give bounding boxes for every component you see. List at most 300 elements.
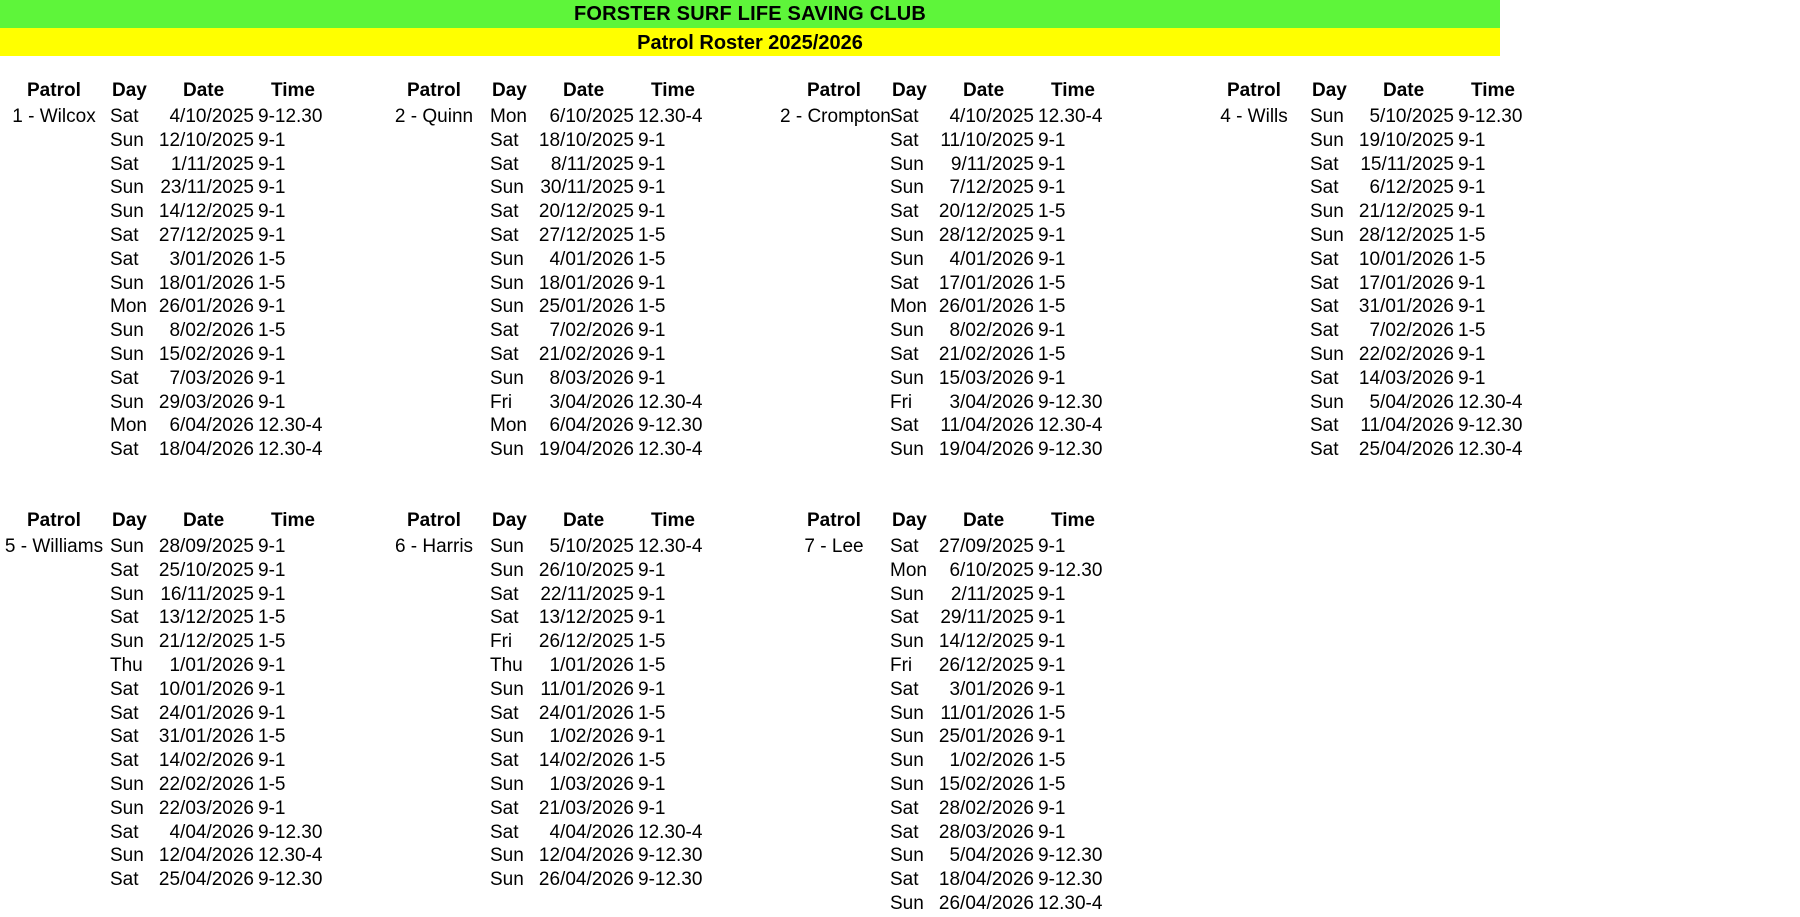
shift-day: Sat [110, 367, 139, 389]
shift-time: 9-1 [638, 607, 666, 629]
header-date: Date [183, 510, 225, 531]
shift-time: 9-1 [258, 225, 286, 246]
shift-date: 4/10/2025 [169, 106, 254, 127]
table-row [780, 560, 1380, 584]
shift-day: Sat [890, 415, 919, 437]
shift-day: Sat [490, 821, 519, 843]
shift-date: 8/02/2026 [169, 320, 254, 342]
shift-day: Mon [890, 559, 927, 581]
shift-time: 9-12.30 [1458, 106, 1523, 127]
shift-date: 7/02/2026 [1369, 320, 1454, 342]
shift-time: 9-1 [258, 177, 286, 199]
header-patrol: Patrol [807, 510, 861, 531]
shift-date: 10/01/2026 [1358, 248, 1454, 270]
shift-date: 29/11/2025 [940, 607, 1034, 629]
shift-day: Sun [890, 439, 924, 461]
shift-day: Sat [490, 583, 519, 605]
header-patrol: Patrol [407, 80, 461, 101]
table-row [1200, 177, 1800, 201]
shift-time: 9-1 [638, 559, 666, 581]
shift-date: 4/01/2026 [949, 248, 1034, 270]
table-row [780, 798, 1380, 822]
header-time: Time [271, 510, 316, 531]
shift-day: Sun [890, 774, 924, 795]
shift-time: 9-12.30 [1458, 415, 1523, 437]
header-date: Date [963, 510, 1005, 531]
shift-time: 9-1 [1038, 607, 1066, 629]
shift-time: 12.30-4 [1038, 893, 1103, 914]
shift-day: Sat [1310, 153, 1339, 175]
table-row [1200, 296, 1800, 320]
shift-date: 15/02/2026 [938, 774, 1034, 795]
shift-day: Fri [890, 655, 913, 676]
header-day: Day [1312, 80, 1347, 101]
shift-date: 26/04/2026 [538, 869, 634, 891]
shift-day: Sat [1310, 272, 1339, 294]
shift-date: 27/12/2025 [538, 225, 634, 246]
shift-time: 9-1 [1458, 272, 1486, 294]
shift-time: 9-1 [1038, 129, 1066, 151]
patrol-name: 7 - Lee [804, 536, 864, 557]
shift-day: Sun [110, 774, 144, 795]
shift-day: Sat [890, 678, 919, 700]
shift-date: 25/04/2026 [158, 869, 254, 891]
shift-time: 1-5 [258, 774, 286, 795]
shift-time: 12.30-4 [1458, 439, 1523, 461]
shift-date: 7/12/2025 [949, 177, 1034, 199]
shift-date: 22/02/2026 [158, 774, 254, 795]
club-title: FORSTER SURF LIFE SAVING CLUB [0, 0, 1500, 28]
shift-date: 26/04/2026 [938, 893, 1034, 914]
shift-time: 9-1 [258, 655, 286, 676]
shift-day: Sat [490, 153, 519, 175]
table-row [780, 726, 1380, 750]
shift-day: Mon [490, 415, 527, 437]
shift-day: Sun [110, 845, 144, 867]
shift-time: 9-1 [1038, 177, 1066, 199]
patrol-name: 2 - Quinn [394, 106, 474, 127]
header-date: Date [563, 80, 605, 101]
shift-day: Sat [890, 869, 919, 891]
shift-time: 9-1 [258, 678, 286, 700]
shift-date: 7/03/2026 [169, 367, 254, 389]
table-row [780, 703, 1380, 727]
shift-date: 11/10/2025 [940, 129, 1034, 151]
shift-time: 9-1 [1038, 320, 1066, 342]
shift-date: 12/10/2025 [158, 129, 254, 151]
shift-time: 9-1 [1458, 129, 1486, 151]
shift-date: 14/12/2025 [158, 201, 254, 223]
shift-day: Sun [890, 248, 924, 270]
shift-day: Sun [490, 248, 524, 270]
shift-date: 22/11/2025 [540, 583, 634, 605]
shift-date: 11/01/2026 [940, 702, 1034, 724]
shift-day: Sat [890, 129, 919, 151]
shift-time: 1-5 [638, 248, 666, 270]
shift-day: Sun [110, 177, 144, 199]
shift-time: 9-1 [1458, 296, 1486, 318]
shift-date: 6/04/2026 [169, 415, 254, 437]
shift-day: Sat [110, 702, 139, 724]
shift-date: 28/02/2026 [938, 797, 1034, 819]
shift-day: Fri [890, 391, 913, 413]
shift-date: 1/11/2025 [170, 153, 254, 175]
shift-date: 16/11/2025 [160, 583, 254, 605]
shift-day: Sat [890, 272, 919, 294]
header-day: Day [112, 80, 147, 101]
table-row [780, 631, 1380, 655]
shift-date: 24/01/2026 [538, 702, 634, 724]
shift-time: 12.30-4 [1038, 415, 1103, 437]
table-row [1200, 249, 1800, 273]
header-day: Day [892, 80, 927, 101]
shift-day: Sun [110, 391, 144, 413]
shift-date: 21/12/2025 [1358, 201, 1454, 223]
shift-day: Sun [890, 750, 924, 772]
shift-date: 5/10/2025 [549, 536, 634, 557]
shift-day: Sun [1310, 225, 1344, 246]
shift-date: 2/11/2025 [950, 583, 1034, 605]
shift-time: 9-1 [1458, 344, 1486, 365]
shift-day: Sat [490, 201, 519, 223]
shift-time: 1-5 [638, 750, 666, 772]
table-row [1200, 154, 1800, 178]
shift-date: 12/04/2026 [158, 845, 254, 867]
shift-time: 9-1 [1038, 678, 1066, 700]
shift-day: Sat [110, 559, 139, 581]
table-row [780, 822, 1380, 846]
shift-time: 1-5 [1038, 296, 1066, 318]
shift-date: 17/01/2026 [938, 272, 1034, 294]
shift-day: Sun [890, 320, 924, 342]
header-day: Day [492, 80, 527, 101]
shift-time: 1-5 [638, 655, 666, 676]
shift-day: Sun [890, 367, 924, 389]
table-row [780, 655, 1380, 679]
shift-day: Sat [110, 821, 139, 843]
header-patrol: Patrol [407, 510, 461, 531]
shift-time: 9-1 [258, 750, 286, 772]
shift-day: Sat [110, 153, 139, 175]
shift-day: Sat [490, 225, 519, 246]
table-row [780, 607, 1380, 631]
shift-day: Sat [490, 344, 519, 365]
shift-time: 9-1 [258, 201, 286, 223]
shift-date: 11/04/2026 [1360, 415, 1454, 437]
shift-day: Sat [110, 248, 139, 270]
shift-day: Sun [1310, 129, 1344, 151]
shift-day: Sun [1310, 201, 1344, 223]
patrol-name: 6 - Harris [394, 536, 474, 557]
shift-time: 9-1 [638, 367, 666, 389]
shift-time: 9-12.30 [638, 845, 703, 867]
shift-time: 9-1 [638, 797, 666, 819]
shift-time: 9-12.30 [1038, 391, 1103, 413]
shift-date: 27/12/2025 [158, 225, 254, 246]
shift-time: 9-1 [1458, 367, 1486, 389]
shift-day: Sat [490, 607, 519, 629]
shift-day: Sun [890, 631, 924, 653]
table-row [1200, 225, 1800, 249]
shift-date: 6/04/2026 [549, 415, 634, 437]
shift-day: Sat [890, 344, 919, 365]
table-row [1200, 320, 1800, 344]
shift-time: 1-5 [638, 296, 666, 318]
shift-time: 9-1 [1038, 248, 1066, 270]
shift-time: 1-5 [638, 225, 666, 246]
header-time: Time [1051, 80, 1096, 101]
shift-day: Sun [490, 367, 524, 389]
shift-date: 8/03/2026 [549, 367, 634, 389]
shift-day: Mon [490, 106, 527, 127]
shift-date: 15/03/2026 [938, 367, 1034, 389]
shift-time: 1-5 [638, 702, 666, 724]
shift-date: 26/10/2025 [538, 559, 634, 581]
shift-time: 9-1 [1038, 153, 1066, 175]
shift-time: 12.30-4 [638, 439, 703, 461]
shift-day: Sun [490, 536, 524, 557]
shift-time: 9-1 [258, 536, 286, 557]
shift-time: 9-1 [258, 797, 286, 819]
shift-date: 26/01/2026 [938, 296, 1034, 318]
header-patrol: Patrol [27, 510, 81, 531]
shift-day: Sat [110, 106, 139, 127]
shift-day: Sun [110, 201, 144, 223]
shift-day: Sun [490, 296, 524, 318]
shift-date: 3/01/2026 [169, 248, 254, 270]
shift-date: 11/01/2026 [540, 678, 634, 700]
shift-date: 7/02/2026 [549, 320, 634, 342]
shift-time: 9-1 [1038, 583, 1066, 605]
shift-date: 22/03/2026 [158, 797, 254, 819]
shift-date: 19/10/2025 [1358, 129, 1454, 151]
shift-day: Sat [490, 320, 519, 342]
shift-day: Sun [490, 177, 524, 199]
shift-time: 1-5 [258, 726, 286, 748]
shift-day: Sat [1310, 367, 1339, 389]
header-date: Date [563, 510, 605, 531]
shift-date: 8/11/2025 [550, 153, 634, 175]
table-row [780, 869, 1380, 893]
shift-date: 28/12/2025 [938, 225, 1034, 246]
shift-time: 1-5 [1038, 774, 1066, 795]
table-row [1200, 201, 1800, 225]
shift-date: 21/03/2026 [538, 797, 634, 819]
shift-date: 4/04/2026 [169, 821, 254, 843]
shift-time: 12.30-4 [258, 439, 323, 461]
shift-day: Sat [110, 225, 139, 246]
shift-date: 30/11/2025 [540, 177, 634, 199]
shift-time: 9-1 [638, 129, 666, 151]
shift-date: 25/04/2026 [1358, 439, 1454, 461]
shift-time: 9-1 [258, 702, 286, 724]
shift-day: Sun [110, 272, 144, 294]
shift-date: 5/04/2026 [949, 845, 1034, 867]
shift-time: 1-5 [1038, 344, 1066, 365]
shift-time: 1-5 [1038, 201, 1066, 223]
shift-day: Sun [110, 129, 144, 151]
shift-time: 9-1 [638, 583, 666, 605]
shift-time: 9-12.30 [258, 821, 323, 843]
shift-day: Sun [890, 583, 924, 605]
shift-day: Sun [890, 177, 924, 199]
shift-day: Mon [110, 415, 147, 437]
shift-time: 9-1 [258, 559, 286, 581]
shift-day: Mon [890, 296, 927, 318]
shift-day: Sat [1310, 177, 1339, 199]
shift-date: 31/01/2026 [1358, 296, 1454, 318]
shift-time: 12.30-4 [258, 845, 323, 867]
shift-day: Sat [110, 869, 139, 891]
table-row [1200, 130, 1800, 154]
shift-time: 9-1 [258, 391, 286, 413]
shift-day: Sat [1310, 439, 1339, 461]
shift-day: Mon [110, 296, 147, 318]
table-row [780, 536, 1380, 560]
shift-day: Sun [110, 320, 144, 342]
shift-day: Sat [890, 106, 919, 127]
shift-date: 21/02/2026 [938, 344, 1034, 365]
shift-date: 18/01/2026 [538, 272, 634, 294]
shift-day: Sat [110, 607, 139, 629]
shift-day: Sun [890, 153, 924, 175]
shift-date: 4/10/2025 [949, 106, 1034, 127]
shift-time: 9-1 [1458, 201, 1486, 223]
shift-date: 23/11/2025 [160, 177, 254, 199]
shift-date: 5/10/2025 [1369, 106, 1454, 127]
header-time: Time [271, 80, 316, 101]
shift-time: 9-1 [1038, 655, 1066, 676]
shift-day: Sat [110, 750, 139, 772]
shift-date: 18/04/2026 [158, 439, 254, 461]
shift-day: Sat [890, 536, 919, 557]
shift-time: 9-1 [638, 201, 666, 223]
header-date: Date [963, 80, 1005, 101]
shift-date: 25/01/2026 [538, 296, 634, 318]
shift-date: 12/04/2026 [538, 845, 634, 867]
shift-date: 26/01/2026 [158, 296, 254, 318]
shift-time: 12.30-4 [638, 536, 703, 557]
header-time: Time [1471, 80, 1516, 101]
shift-date: 1/01/2026 [549, 655, 634, 676]
shift-day: Sun [110, 344, 144, 365]
table-row [780, 893, 1380, 917]
shift-date: 14/12/2025 [938, 631, 1034, 653]
shift-time: 9-1 [258, 583, 286, 605]
table-row [1200, 392, 1800, 416]
shift-time: 1-5 [1458, 248, 1486, 270]
shift-time: 1-5 [1458, 320, 1486, 342]
shift-date: 3/01/2026 [949, 678, 1034, 700]
shift-date: 26/12/2025 [938, 655, 1034, 676]
shift-day: Sat [1310, 248, 1339, 270]
table-row [1200, 106, 1800, 130]
shift-day: Sat [890, 201, 919, 223]
shift-time: 9-1 [638, 177, 666, 199]
shift-time: 9-1 [258, 296, 286, 318]
shift-time: 1-5 [258, 272, 286, 294]
shift-time: 12.30-4 [1038, 106, 1103, 127]
shift-date: 26/12/2025 [538, 631, 634, 653]
shift-time: 9-1 [258, 129, 286, 151]
shift-day: Sun [490, 678, 524, 700]
shift-time: 9-1 [1038, 821, 1066, 843]
shift-time: 9-12.30 [1038, 439, 1103, 461]
shift-day: Sun [890, 893, 924, 914]
shift-time: 9-12.30 [258, 869, 323, 891]
shift-time: 9-12.30 [258, 106, 323, 127]
shift-day: Sat [1310, 415, 1339, 437]
shift-date: 19/04/2026 [538, 439, 634, 461]
shift-date: 28/09/2025 [158, 536, 254, 557]
shift-date: 6/12/2025 [1369, 177, 1454, 199]
shift-time: 12.30-4 [638, 391, 703, 413]
shift-time: 9-1 [638, 678, 666, 700]
shift-date: 15/02/2026 [158, 344, 254, 365]
shift-time: 9-1 [1458, 177, 1486, 199]
shift-date: 3/04/2026 [949, 391, 1034, 413]
shift-date: 20/12/2025 [938, 201, 1034, 223]
header-time: Time [651, 510, 696, 531]
shift-date: 24/01/2026 [158, 702, 254, 724]
shift-date: 6/10/2025 [549, 106, 634, 127]
shift-date: 6/10/2025 [949, 559, 1034, 581]
shift-date: 8/02/2026 [949, 320, 1034, 342]
table-row [780, 679, 1380, 703]
shift-date: 1/01/2026 [169, 655, 254, 676]
shift-day: Sat [110, 439, 139, 461]
shift-day: Fri [490, 391, 513, 413]
header-patrol: Patrol [807, 80, 861, 101]
shift-day: Thu [490, 655, 523, 676]
header-day: Day [492, 510, 527, 531]
shift-time: 9-1 [258, 153, 286, 175]
shift-date: 21/02/2026 [538, 344, 634, 365]
shift-day: Sun [890, 702, 924, 724]
patrol-name: 5 - Williams [4, 536, 104, 557]
shift-date: 14/02/2026 [158, 750, 254, 772]
shift-time: 12.30-4 [638, 106, 703, 127]
shift-time: 1-5 [258, 248, 286, 270]
table-row [780, 584, 1380, 608]
table-row [1200, 344, 1800, 368]
shift-date: 28/12/2025 [1358, 225, 1454, 246]
shift-date: 17/01/2026 [1358, 272, 1454, 294]
shift-time: 9-12.30 [638, 869, 703, 891]
shift-time: 12.30-4 [258, 415, 323, 437]
table-row [1200, 415, 1800, 439]
shift-date: 28/03/2026 [938, 821, 1034, 843]
shift-time: 9-1 [638, 726, 666, 748]
shift-day: Sat [890, 607, 919, 629]
shift-time: 9-12.30 [638, 415, 703, 437]
shift-day: Thu [110, 655, 143, 676]
shift-time: 9-1 [638, 272, 666, 294]
shift-day: Sun [490, 774, 524, 795]
shift-time: 9-1 [1038, 225, 1066, 246]
shift-time: 12.30-4 [1458, 391, 1523, 413]
table-row [780, 750, 1380, 774]
shift-day: Sun [110, 631, 144, 653]
shift-date: 10/01/2026 [158, 678, 254, 700]
shift-date: 21/12/2025 [158, 631, 254, 653]
shift-date: 25/10/2025 [158, 559, 254, 581]
shift-day: Sat [490, 702, 519, 724]
shift-date: 19/04/2026 [938, 439, 1034, 461]
shift-time: 9-1 [638, 320, 666, 342]
shift-day: Sun [490, 845, 524, 867]
shift-day: Sun [490, 726, 524, 748]
